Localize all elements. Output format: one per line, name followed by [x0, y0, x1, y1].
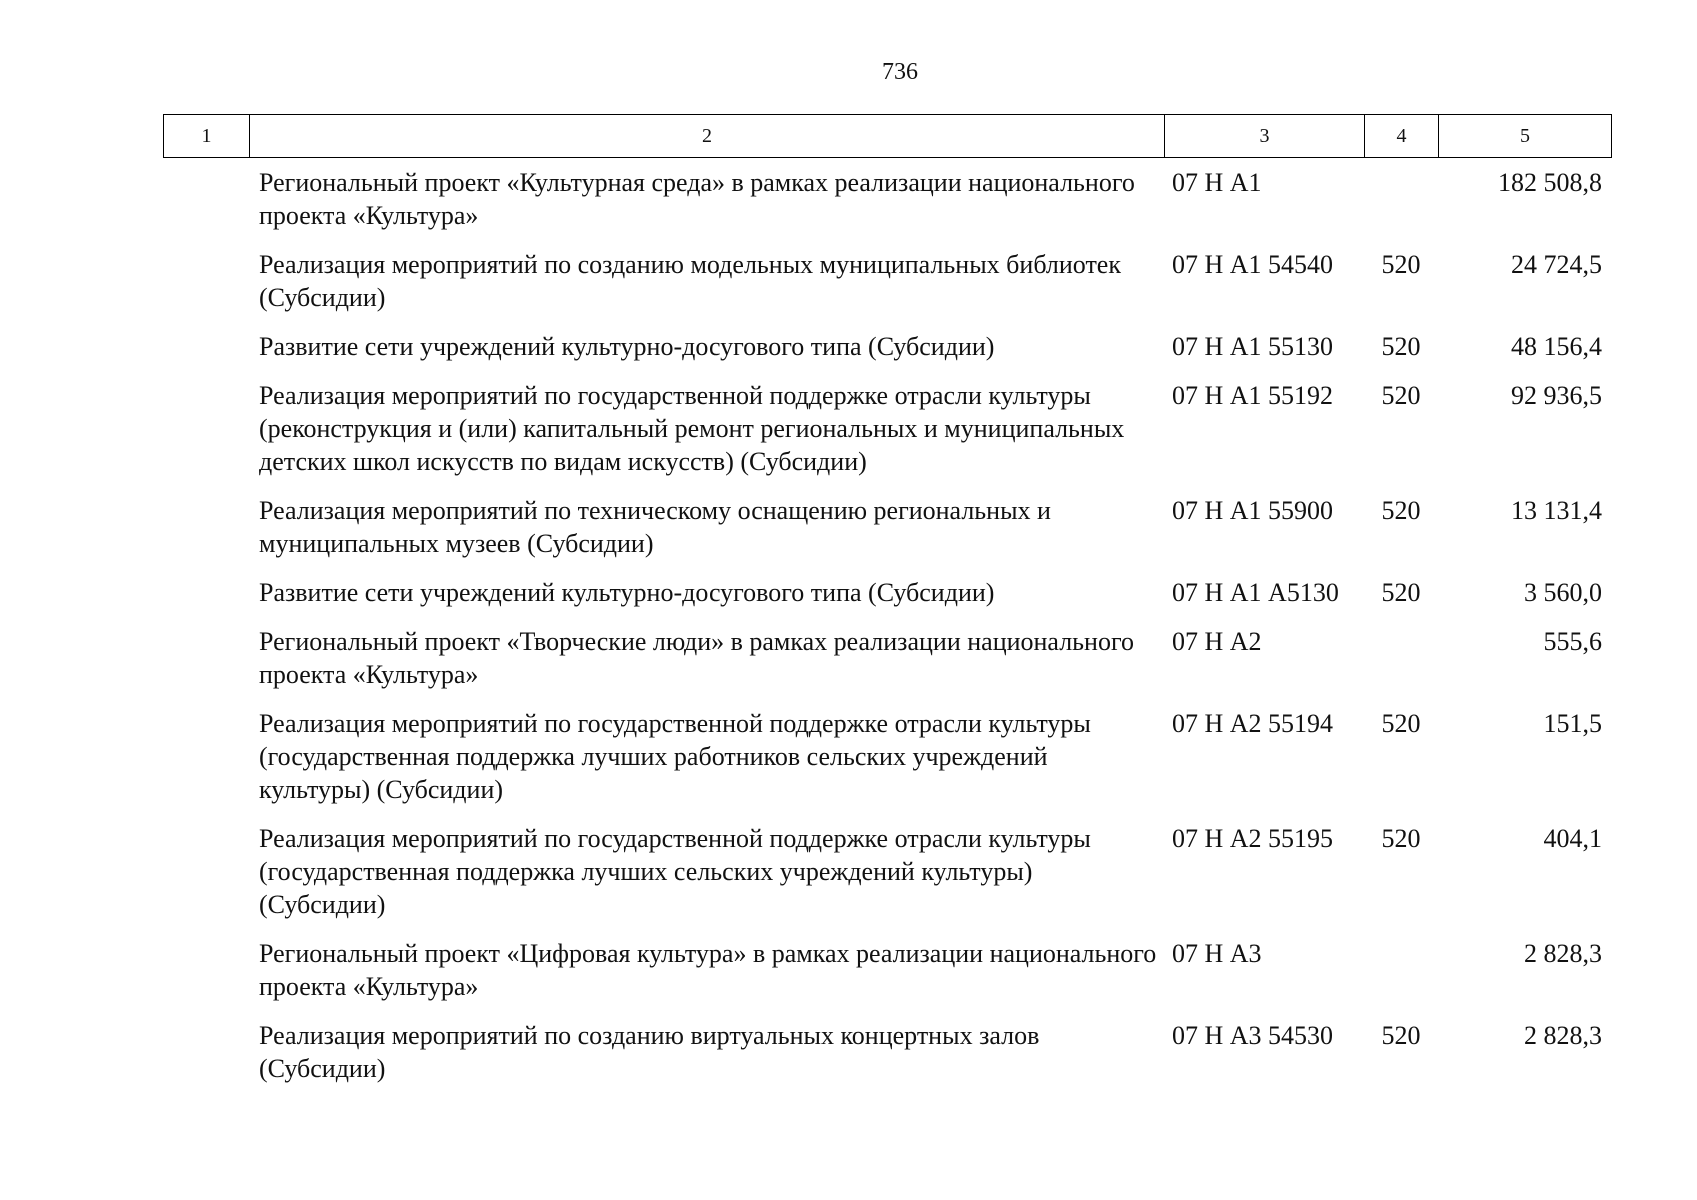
- row-amount: 2 828,3: [1524, 1021, 1602, 1050]
- row-name: Развитие сети учреждений культурно-досугового типа (Субсидии): [259, 332, 995, 361]
- row-index-cell: [163, 330, 249, 363]
- row-index-cell: [163, 1019, 249, 1085]
- row-code: 07 Н А2 55195: [1172, 824, 1334, 853]
- column-header-2: 2: [250, 115, 1165, 158]
- row-name: Реализация мероприятий по государственной поддержке отрасли культуры (государственная поддержка лучших сельских учреждений культуры) (Субсидии): [259, 824, 1091, 919]
- row-amount: 92 936,5: [1511, 381, 1602, 410]
- row-type: 520: [1381, 332, 1421, 361]
- row-index-cell: [163, 576, 249, 609]
- row-index-cell: [163, 937, 249, 1003]
- table-row: [163, 937, 1611, 1003]
- row-amount: 3 560,0: [1524, 578, 1602, 607]
- page-number: 736: [882, 59, 918, 85]
- row-name: Реализация мероприятий по государственной поддержке отрасли культуры (государственная поддержка лучших работников сельских учреждений культуры) (Субсидии): [259, 709, 1091, 804]
- table-body: [163, 166, 1611, 1101]
- row-index-cell: [163, 822, 249, 921]
- row-code: 07 Н А1 55900: [1172, 496, 1334, 525]
- table-row: [163, 576, 1611, 609]
- table-row: [163, 248, 1611, 314]
- row-name: Реализация мероприятий по созданию модельных муниципальных библиотек (Субсидии): [259, 250, 1121, 312]
- row-code: 07 Н А3: [1172, 939, 1262, 968]
- row-name: Реализация мероприятий по государственной поддержке отрасли культуры (реконструкция и (или) капитальный ремонт региональных и муниципальных детских школ искусств по видам искусств) (Субсидии): [259, 381, 1125, 476]
- table-row: [163, 625, 1611, 691]
- table-row: [163, 707, 1611, 806]
- row-index-cell: [163, 707, 249, 806]
- row-type: 520: [1381, 496, 1421, 525]
- column-header-5: 5: [1439, 115, 1612, 158]
- row-type: [1364, 937, 1438, 1003]
- row-code: 07 Н А1: [1172, 168, 1262, 197]
- row-index-cell: [163, 248, 249, 314]
- row-name: Региональный проект «Культурная среда» в рамках реализации национального проекта «Культура»: [259, 168, 1135, 230]
- row-name: Реализация мероприятий по созданию виртуальных концертных залов (Субсидии): [259, 1021, 1040, 1083]
- column-header-4: 4: [1365, 115, 1439, 158]
- row-amount: 151,5: [1543, 709, 1602, 738]
- row-type: 520: [1381, 250, 1421, 279]
- row-index-cell: [163, 625, 249, 691]
- table-row: [163, 330, 1611, 363]
- row-type: [1364, 625, 1438, 691]
- row-name: Развитие сети учреждений культурно-досугового типа (Субсидии): [259, 578, 995, 607]
- row-index-cell: [163, 379, 249, 478]
- column-header-table: [163, 114, 1612, 158]
- row-code: 07 Н А2 55194: [1172, 709, 1334, 738]
- row-amount: 2 828,3: [1524, 939, 1602, 968]
- row-amount: 404,1: [1543, 824, 1602, 853]
- row-type: [1364, 166, 1438, 232]
- row-name: Региональный проект «Цифровая культура» в рамках реализации национального проекта «Культура»: [259, 939, 1157, 1001]
- table-row: [163, 379, 1611, 478]
- row-type: 520: [1381, 709, 1421, 738]
- table-row: [163, 822, 1611, 921]
- row-code: 07 Н А1 55130: [1172, 332, 1334, 361]
- row-amount: 24 724,5: [1511, 250, 1602, 279]
- row-type: 520: [1381, 824, 1421, 853]
- row-amount: 48 156,4: [1511, 332, 1602, 361]
- row-amount: 182 508,8: [1498, 168, 1602, 197]
- row-name: Реализация мероприятий по техническому оснащению региональных и муниципальных музеев (Субсидии): [259, 496, 1051, 558]
- row-code: 07 Н А1 54540: [1172, 250, 1334, 279]
- row-type: 520: [1381, 578, 1421, 607]
- table-row: [163, 494, 1611, 560]
- column-header-1: 1: [164, 115, 250, 158]
- row-index-cell: [163, 166, 249, 232]
- row-index-cell: [163, 494, 249, 560]
- column-header-3: 3: [1165, 115, 1365, 158]
- row-type: 520: [1381, 381, 1421, 410]
- row-code: 07 Н А1 55192: [1172, 381, 1334, 410]
- table-row: [163, 1019, 1611, 1085]
- row-type: 520: [1381, 1021, 1421, 1050]
- table-row: [163, 166, 1611, 232]
- row-code: 07 Н А3 54530: [1172, 1021, 1334, 1050]
- row-amount: 555,6: [1543, 627, 1602, 656]
- row-code: 07 Н А1 А5130: [1172, 578, 1339, 607]
- row-amount: 13 131,4: [1511, 496, 1602, 525]
- row-code: 07 Н А2: [1172, 627, 1262, 656]
- row-name: Региональный проект «Творческие люди» в рамках реализации национального проекта «Культура»: [259, 627, 1134, 689]
